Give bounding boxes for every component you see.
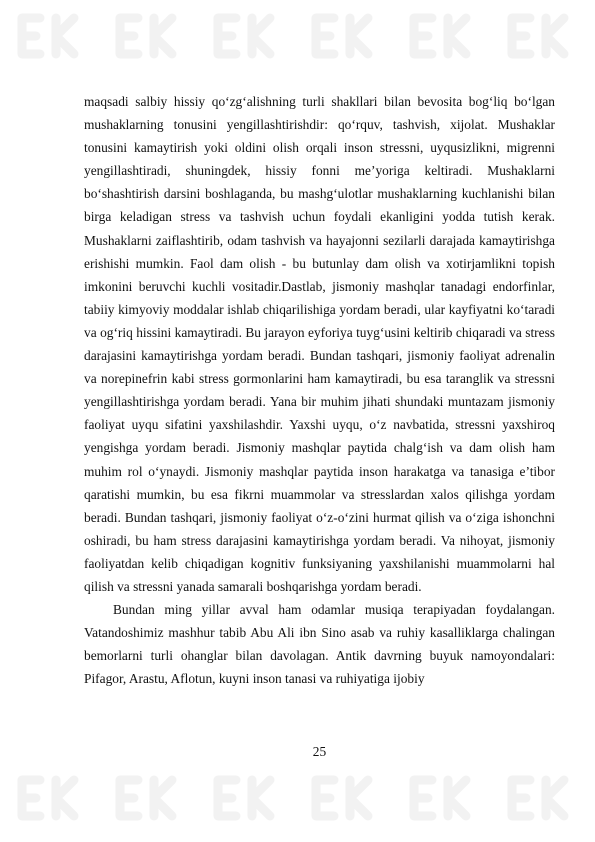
paragraph-1: maqsadi salbiy hissiy qo‘zg‘alishning turli shakllari bilan bevosita bog‘liq bo‘lgan mushaklarning tonusini yengillashtirishdir: qo‘rquv, tashvish, xijolat. Mushaklar tonusini kamaytirish yoki oldini olish orqali inson stressni, uyqusizlikni, migrenni yengillashtiradi, shuningdek, hissiy fonni me’yoriga keltiradi. Mushaklarni bo‘shashtirish darsini boshlaganda, bu mashg‘ulotlar mushaklarning kuchlanishi bilan birga keladigan stress va tashvish uchun foydali ekanligini yodda tutish kerak. Mushaklarni zaiflashtirib, odam tashvish va hayajonni sezilarli darajada kamaytirishga erishishi mumkin. Faol dam olish - bu butunlay dam olish va xotirjamlikni topish imkonini beruvchi kuchli vositadir.Dastlab, jismoniy mashqlar tanadagi endorfinlar, tabiiy kimyoviy moddalar ishlab chiqarilishiga yordam beradi, ular kayfiyatni ko‘taradi va og‘riq hissini kamaytiradi. Bu jarayon eyforiya tuyg‘usini keltirib chiqaradi va stress darajasini kamaytirishga yordam beradi. Bundan tashqari, jismoniy faoliyat adrenalin va norepinefrin kabi stress gormonlarini ham kamaytiradi, bu esa taranglik va stressni yengillashtirishga yordam beradi. Yana bir muhim jihati shundaki muntazam jismoniy faoliyat uyqu sifatini yaxshilashdir. Yaxshi uyqu, o‘z navbatida, stressni yaxshiroq yengishga yordam beradi. Jismoniy mashqlar paytida chalg‘ish va dam olish ham muhim rol o‘ynaydi. Jismoniy mashqlar paytida inson harakatga va tanasiga e’tibor qaratishi mumkin, bu esa fikrni muammolar va stresslardan xalos qilishga yordam beradi. Bundan tashqari, jismoniy faoliyat o‘z-o‘zini hurmat qilish va o‘ziga ishonchni oshiradi, bu ham stress darajasini kamaytirishga yordam beradi. Va nihoyat, jismoniy faoliyatdan kelib chiqadigan kognitiv funksiyaning yaxshilanishi muammolarni hal qilish va stressni yanada samarali boshqarishga yordam beradi. [84,94,555,594]
watermark-glyph [22,18,74,54]
watermark-glyph [218,780,270,816]
watermark-glyph [316,18,368,54]
watermark-glyph [120,780,172,816]
watermark-glyph [316,780,368,816]
watermark-glyph [512,780,564,816]
paragraph-2: Bundan ming yillar avval ham odamlar musiqa terapiyadan foydalangan. Vatandoshimiz mashhur tabib Abu Ali ibn Sino asab va ruhiy kasalliklarga chalingan bemorlarni turli ohanglar bilan davolagan. Antik davrning buyuk namoyondalari: Pifagor, Arastu, Aflotun, kuyni inson tanasi va ruhiyatiga ijobiy [84,602,555,687]
page-number: 25 [312,744,327,759]
watermark-glyph [120,18,172,54]
watermark-glyph [414,780,466,816]
watermark-glyph [22,780,74,816]
watermark-glyph [512,18,564,54]
watermark-glyph [414,18,466,54]
body-text [84,90,555,690]
watermark-glyph [218,18,270,54]
